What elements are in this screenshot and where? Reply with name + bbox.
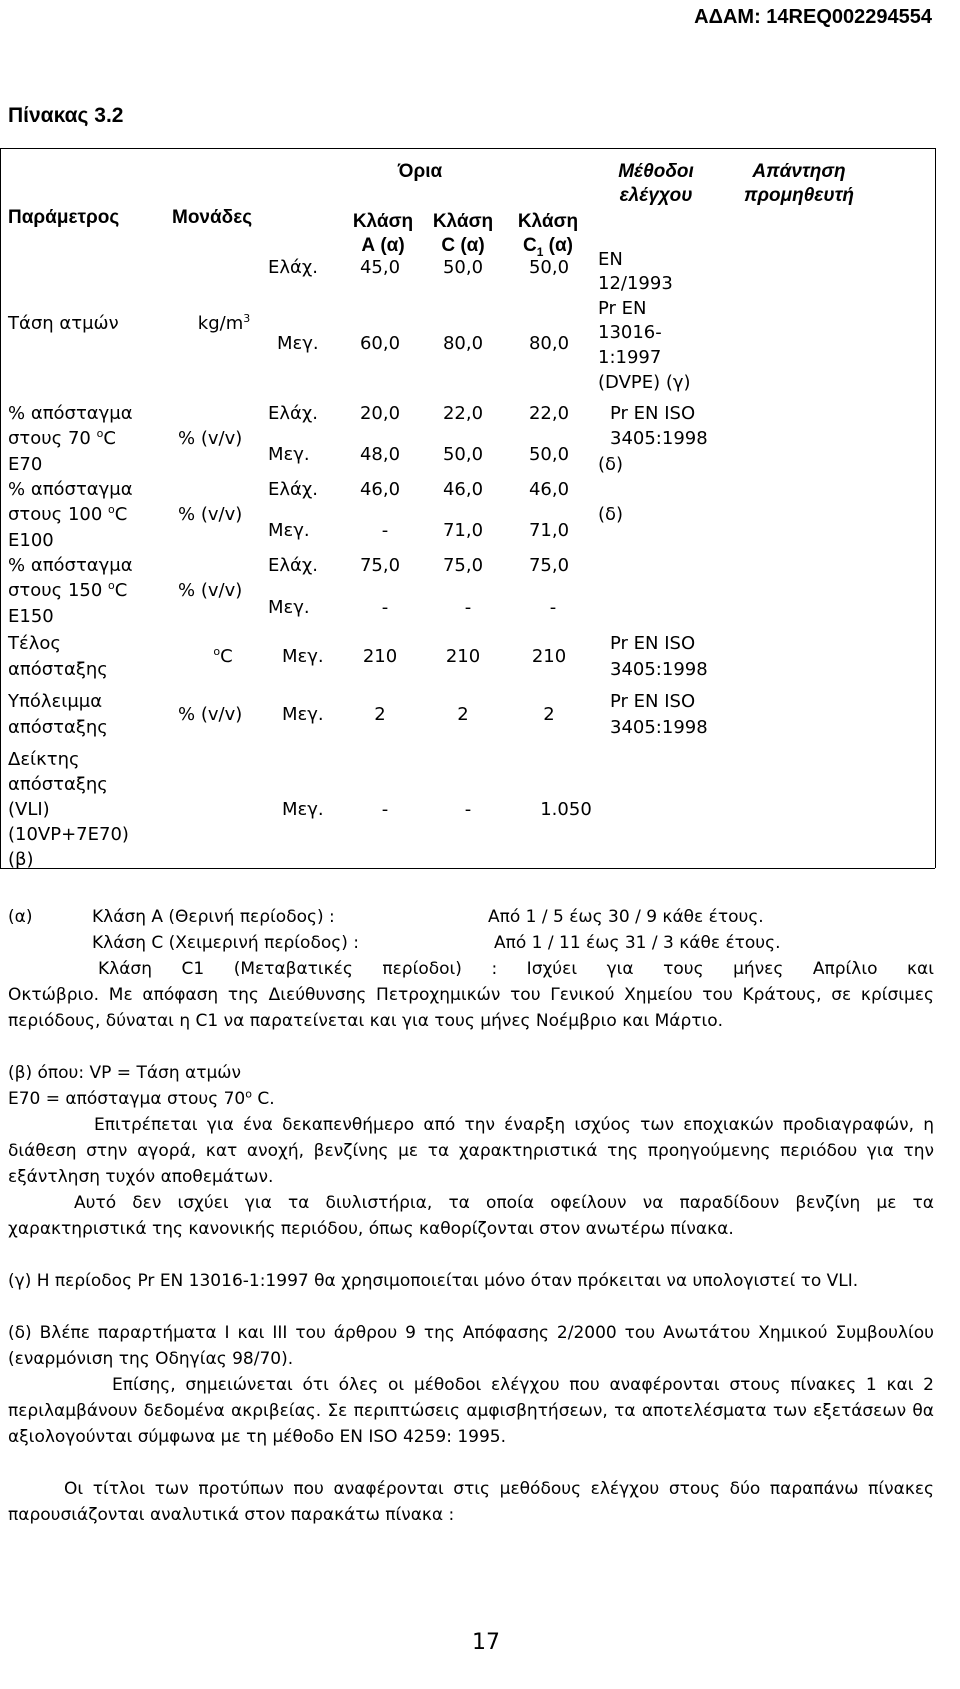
e150-max-c: - bbox=[464, 597, 472, 618]
e70-min-a: 20,0 bbox=[359, 403, 401, 424]
vli-max-c: - bbox=[464, 799, 472, 820]
vapor-max-c1: 80,0 bbox=[528, 333, 570, 354]
vapor-min-a: 45,0 bbox=[359, 257, 401, 278]
param-e70-line3: E70 bbox=[8, 454, 43, 475]
unit-vapor: $kg/m^3$ bbox=[197, 312, 251, 334]
vapor-min-c1: 50,0 bbox=[528, 257, 570, 278]
e100-method: (δ) bbox=[598, 504, 624, 525]
header-class-c1-line2: $C_1$ (α) bbox=[522, 235, 574, 259]
header-class-a-line1: Κλάση bbox=[352, 211, 414, 232]
note-a3-rest: Οκτώβριο. Με απόφαση της Διεύθυνσης Πετροχημικών του Γενικού Χημείου του Κράτους, σε κρίσιμες περιόδους, δύναται η C1 να παρατείνεται και για τους μήνες Νοέμβριο και Μάρτιο. bbox=[8, 985, 934, 1031]
e70-max-c: 50,0 bbox=[442, 444, 484, 465]
param-e100-line2: στους 100 $^o$C bbox=[8, 503, 128, 525]
residue-max-a: 2 bbox=[374, 704, 386, 725]
header-class-c-line2: C (α) bbox=[441, 235, 485, 256]
e150-min-a: 75,0 bbox=[359, 555, 401, 576]
header-class-a-line2: Α (α) bbox=[361, 235, 405, 256]
vapor-method-line1: EN bbox=[598, 249, 623, 270]
header-class-c1-line1: Κλάση bbox=[517, 211, 579, 232]
residue-method-line2: 3405:1998 bbox=[610, 717, 708, 738]
e70-method-line3: (δ) bbox=[598, 454, 624, 475]
end-dist-max-a: 210 bbox=[362, 646, 398, 667]
note-b-line: (β) όπου: VP = Τάση ατμών bbox=[8, 1063, 241, 1083]
e70-min-c1: 22,0 bbox=[528, 403, 570, 424]
table-title: Πίνακας 3.2 bbox=[8, 104, 124, 127]
note-paragraph-3: Επίσης, σημειώνεται ότι όλες οι μέθοδοι ελέγχου που αναφέρονται στους πίνακες 1 και 2 περιλαμβάνουν δεδομένα ακριβείας. Σε περιπτώσεις αμφισβητήσεων, τα αποτελέσματα των εξετάσεων θα αξιολογούνται σύμφωνα με τη μέθοδο EN ISO 4259: 1995. bbox=[8, 1375, 934, 1447]
note-e70-def: E70 = απόσταγμα στους 70$^o$ C. bbox=[8, 1087, 275, 1109]
note-paragraph-4: Οι τίτλοι των προτύπων που αναφέρονται στις μεθόδους ελέγχου στους δύο παραπάνω πίνακες παρουσιάζονται αναλυτικά στον παρακάτω πίνακα : bbox=[8, 1479, 934, 1525]
note-a-label: (α) bbox=[8, 907, 33, 927]
document-code: ΑΔΑΜ: 14REQ002294554 bbox=[694, 6, 932, 28]
param-residue-line2: απόσταξης bbox=[8, 717, 108, 738]
note-paragraph-1: Επιτρέπεται για ένα δεκαπενθήμερο από την έναρξη ισχύος των εποχιακών προδιαγραφών, η διάθεση στην αγορά, κατ ανοχή, βενζίνης με τα χαρακτηριστικά της προηγούμενης περιόδου για την εξάντληση τυχόν αποθεμάτων. bbox=[8, 1115, 934, 1187]
e150-min-c1: 75,0 bbox=[528, 555, 570, 576]
page-number: 17 bbox=[472, 1630, 500, 1655]
vapor-method-line2: 12/1993 bbox=[598, 273, 673, 294]
header-limits: Όρια bbox=[397, 161, 443, 182]
param-e70-line1: % απόσταγμα bbox=[8, 403, 133, 424]
e100-min-a: 46,0 bbox=[359, 479, 401, 500]
grid-line-bottom bbox=[0, 868, 935, 869]
vapor-max-c: 80,0 bbox=[442, 333, 484, 354]
vli-max-c1: 1.050 bbox=[540, 799, 592, 820]
grid-line-top bbox=[0, 148, 935, 149]
param-end-dist-line1: Τέλος bbox=[8, 633, 61, 654]
param-vli-line5: (β) bbox=[8, 849, 34, 870]
param-e150-line1: % απόσταγμα bbox=[8, 555, 133, 576]
e100-max-a: - bbox=[381, 520, 389, 541]
unit-e70: % (v/v) bbox=[178, 428, 243, 449]
end-dist-method-line1: Pr EN ISO bbox=[610, 633, 696, 654]
e100-max-c: 71,0 bbox=[442, 520, 484, 541]
header-parameter: Παράμετρος bbox=[8, 207, 120, 228]
end-dist-max-c1: 210 bbox=[531, 646, 567, 667]
unit-residue: % (v/v) bbox=[178, 704, 243, 725]
vapor-min-label: Ελάχ. bbox=[268, 257, 319, 278]
end-dist-max-label: Μεγ. bbox=[282, 646, 324, 667]
e150-min-c: 75,0 bbox=[442, 555, 484, 576]
note-a1-left: Κλάση Α (Θερινή περίοδος) : bbox=[92, 907, 335, 927]
vapor-max-a: 60,0 bbox=[359, 333, 401, 354]
param-vli-line4: (10VP+7E70) bbox=[8, 824, 129, 845]
header-response-line1: Απάντηση bbox=[752, 161, 846, 182]
vli-max-a: - bbox=[381, 799, 389, 820]
vapor-max-label: Μεγ. bbox=[277, 333, 319, 354]
e100-max-c1: 71,0 bbox=[528, 520, 570, 541]
vapor-method-line3: Pr EN bbox=[598, 298, 647, 319]
param-e100-line1: % απόσταγμα bbox=[8, 479, 133, 500]
unit-e150: % (v/v) bbox=[178, 580, 243, 601]
header-method-line2: ελέγχου bbox=[619, 185, 693, 206]
e70-method-line1: Pr EN ISO bbox=[610, 403, 696, 424]
param-vli-line2: απόσταξης bbox=[8, 774, 108, 795]
note-d: (δ) Βλέπε παραρτήματα Ι και ΙΙΙ του άρθρου 9 της Απόφασης 2/2000 του Ανωτάτου Χημικού Συμβουλίου (εναρμόνιση της Οδηγίας 98/70). bbox=[8, 1323, 934, 1369]
note-a3-line1: Κλάση C1 (Μεταβατικές περίοδοι) : Ισχύει για τους μήνες Απρίλιο και bbox=[98, 959, 934, 979]
grid-line-left bbox=[0, 148, 1, 868]
param-vapor: Τάση ατμών bbox=[8, 313, 119, 334]
param-vli-line1: Δείκτης bbox=[8, 749, 80, 770]
unit-end-dist: $^o$C bbox=[213, 645, 233, 667]
end-dist-max-c: 210 bbox=[445, 646, 481, 667]
e70-method-line2: 3405:1998 bbox=[610, 428, 708, 449]
e100-min-c1: 46,0 bbox=[528, 479, 570, 500]
residue-max-c: 2 bbox=[457, 704, 469, 725]
note-a2-left: Κλάση C (Χειμερινή περίοδος) : bbox=[92, 933, 359, 953]
param-e150-line3: E150 bbox=[8, 606, 54, 627]
e150-max-label: Μεγ. bbox=[268, 597, 310, 618]
grid-line-right bbox=[935, 148, 936, 868]
vli-max-label: Μεγ. bbox=[282, 799, 324, 820]
header-class-c-line1: Κλάση bbox=[432, 211, 494, 232]
vapor-method-line4: 13016- bbox=[598, 322, 662, 343]
vapor-min-c: 50,0 bbox=[442, 257, 484, 278]
param-end-dist-line2: απόσταξης bbox=[8, 659, 108, 680]
header-units: Μονάδες bbox=[172, 207, 253, 228]
residue-max-c1: 2 bbox=[543, 704, 555, 725]
vapor-method-line6: (DVPE) (γ) bbox=[598, 372, 691, 393]
vapor-method-line5: 1:1997 bbox=[598, 347, 662, 368]
note-g: (γ) Η περίοδος Pr EN 13016-1:1997 θα χρησιμοποιείται μόνο όταν πρόκειται να υπολογιστεί το VLI. bbox=[8, 1271, 859, 1291]
end-dist-method-line2: 3405:1998 bbox=[610, 659, 708, 680]
note-paragraph-2: Αυτό δεν ισχύει για τα διυλιστήρια, τα οποία οφείλουν να παραδίδουν βενζίνη με τα χαρακτηριστικά της κανονικής περιόδου, όπως καθορίζονται στον ανωτέρω πίνακα. bbox=[8, 1193, 934, 1239]
e100-min-c: 46,0 bbox=[442, 479, 484, 500]
e70-max-a: 48,0 bbox=[359, 444, 401, 465]
residue-max-label: Μεγ. bbox=[282, 704, 324, 725]
e150-min-label: Ελάχ. bbox=[268, 555, 319, 576]
unit-e100: % (v/v) bbox=[178, 504, 243, 525]
e150-max-c1: - bbox=[549, 597, 557, 618]
residue-method-line1: Pr EN ISO bbox=[610, 691, 696, 712]
param-e100-line3: E100 bbox=[8, 530, 54, 551]
e70-max-label: Μεγ. bbox=[268, 444, 310, 465]
note-a1-right: Από 1 / 5 έως 30 / 9 κάθε έτους. bbox=[488, 907, 764, 927]
e150-max-a: - bbox=[381, 597, 389, 618]
e70-min-c: 22,0 bbox=[442, 403, 484, 424]
e100-min-label: Ελάχ. bbox=[268, 479, 319, 500]
e70-min-label: Ελάχ. bbox=[268, 403, 319, 424]
note-a2-right: Από 1 / 11 έως 31 / 3 κάθε έτους. bbox=[494, 933, 781, 953]
param-residue-line1: Υπόλειμμα bbox=[8, 691, 103, 712]
param-vli-line3: (VLI) bbox=[8, 799, 50, 820]
param-e150-line2: στους 150 $^o$C bbox=[8, 579, 128, 601]
header-response-line2: προμηθευτή bbox=[744, 185, 854, 206]
e100-max-label: Μεγ. bbox=[268, 520, 310, 541]
param-e70-line2: στους 70 $^o$C bbox=[8, 427, 116, 449]
header-method-line1: Μέθοδοι bbox=[618, 161, 694, 182]
e70-max-c1: 50,0 bbox=[528, 444, 570, 465]
